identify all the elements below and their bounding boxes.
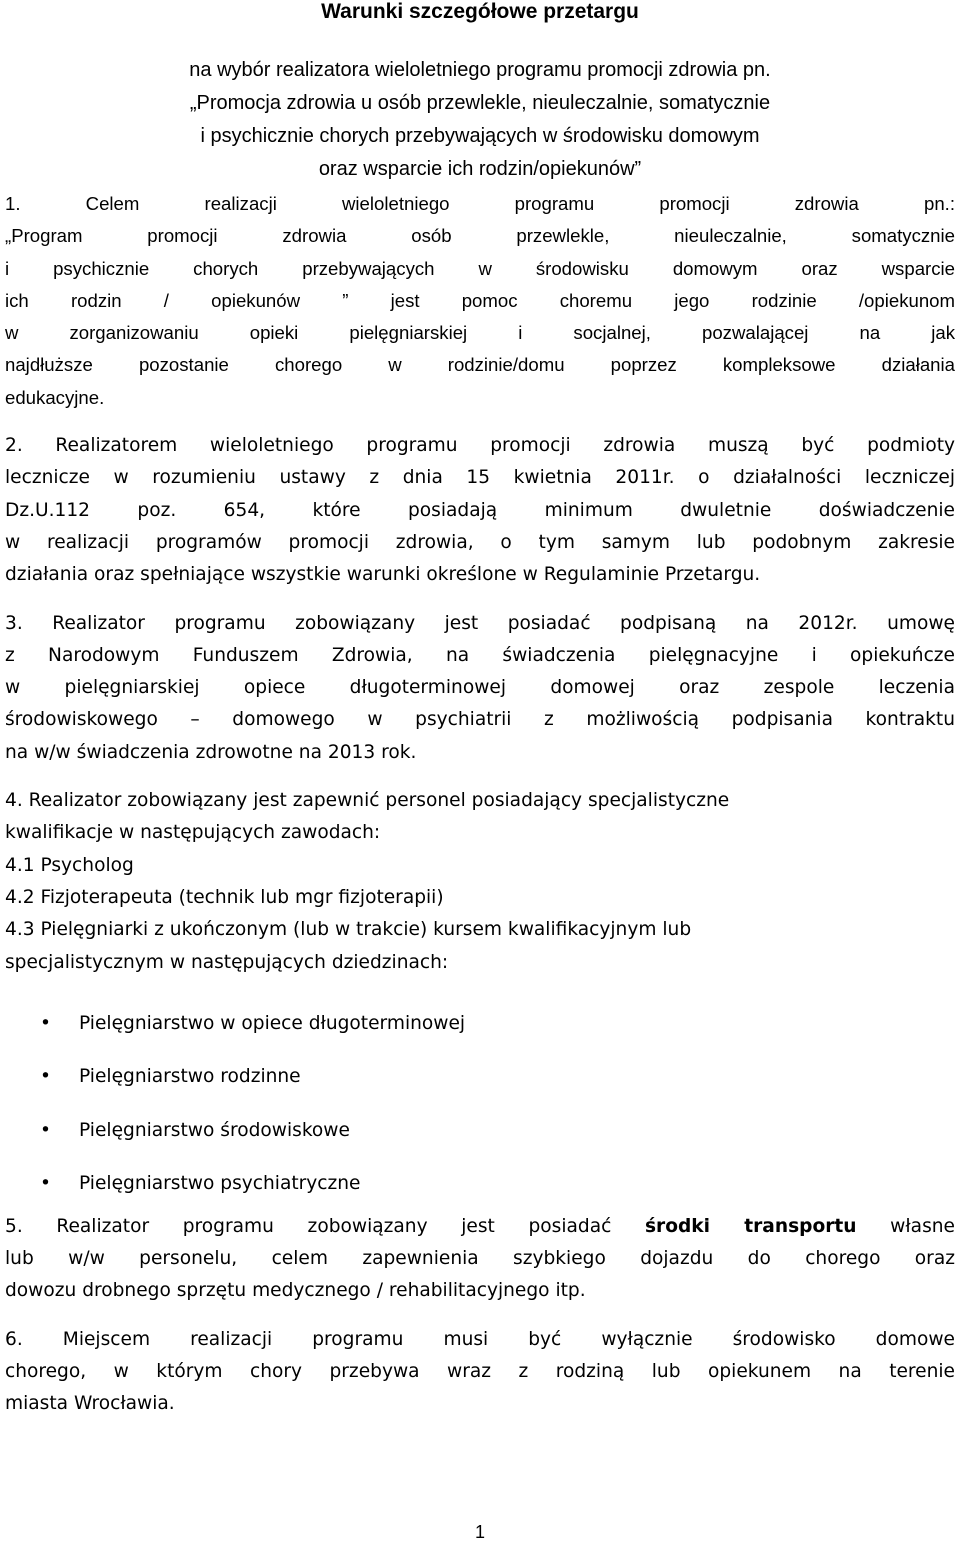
specialization-list	[5, 997, 955, 1211]
section-2-contractor	[5, 430, 955, 591]
list-item-label: Pielęgniarstwo środowiskowe	[79, 1119, 350, 1141]
text-line: z Narodowym Funduszem Zdrowia, na świadczenia pielęgnacyjne i opiekuńcze	[5, 644, 955, 666]
subtitle-line: oraz wsparcie ich rodzin/opiekunów”	[318, 158, 642, 180]
text-line: ich rodzin / opiekunów ” jest pomoc choremu jego rodzinie /opiekunom	[5, 289, 955, 311]
section-6-location	[5, 1324, 955, 1421]
text-line: 4.1 Psycholog	[5, 854, 134, 876]
text-line: 4.2 Fizjoterapeuta (technik lub mgr fizjoterapii)	[5, 886, 444, 908]
subtitle-line: na wybór realizatora wieloletniego programu promocji zdrowia pn.	[189, 59, 771, 81]
emphasis-text: środki transportu	[644, 1215, 857, 1237]
text-line	[5, 1211, 955, 1243]
text-fragment: 5. Realizator programu zobowiązany jest posiadać	[5, 1215, 645, 1237]
text-fragment: własne	[856, 1215, 955, 1237]
text-line: 1. Celem realizacji wieloletniego programu promocji zdrowia pn.:	[5, 193, 955, 214]
document-page	[5, 0, 955, 1421]
section-4-staff	[5, 785, 955, 979]
text-line: środowiskowego – domowego w psychiatrii z możliwością podpisania kontraktu	[5, 709, 955, 731]
text-line: działania oraz spełniające wszystkie warunki określone w Regulaminie Przetargu.	[5, 564, 761, 586]
text-line: i psychicznie chorych przebywających w środowisku domowym oraz wsparcie	[5, 257, 955, 279]
bullet-icon: •	[40, 1012, 51, 1034]
text-line: miasta Wrocławia.	[5, 1393, 175, 1415]
subtitle-line: „Promocja zdrowia u osób przewlekle, nieuleczalnie, somatycznie	[189, 92, 771, 114]
section-1-goal	[5, 188, 955, 414]
text-line: „Program promocji zdrowia osób przewlekle, nieuleczalnie, somatycznie	[5, 225, 955, 247]
section-3-contract	[5, 608, 955, 769]
text-line: Dz.U.112 poz. 654, które posiadają minimum dwuletnie doświadczenie	[5, 499, 955, 521]
text-line: 4.3 Pielęgniarki z ukończonym (lub w trakcie) kursem kwalifikacyjnym lub	[5, 919, 692, 941]
list-item-label: Pielęgniarstwo w opiece długoterminowej	[79, 1012, 466, 1034]
list-item	[5, 997, 955, 1051]
list-item-label: Pielęgniarstwo psychiatryczne	[79, 1173, 361, 1195]
text-line: kwalifikacje w następujących zawodach:	[5, 822, 381, 844]
text-line: chorego, w którym chory przebywa wraz z rodziną lub opiekunem na terenie	[5, 1361, 955, 1383]
text-line: lub w/w personelu, celem zapewnienia szybkiego dojazdu do chorego oraz	[5, 1248, 955, 1270]
text-line: w pielęgniarskiej opiece długoterminowej domowej oraz zespole leczenia	[5, 677, 955, 699]
list-item-label: Pielęgniarstwo rodzinne	[79, 1066, 301, 1088]
text-line: najdłuższe pozostanie chorego w rodzinie/domu poprzez kompleksowe działania	[5, 354, 955, 376]
bullet-icon: •	[40, 1066, 51, 1088]
text-line: 4. Realizator zobowiązany jest zapewnić personel posiadający specjalistyczne	[5, 790, 730, 812]
text-line: 6. Miejscem realizacji programu musi być wyłącznie środowisko domowe	[5, 1328, 955, 1350]
document-title: Warunki szczegółowe przetargu	[321, 0, 639, 23]
page-number: 1	[474, 1522, 485, 1542]
bullet-icon: •	[40, 1119, 51, 1141]
text-line: edukacyjne.	[5, 386, 105, 408]
text-line: na w/w świadczenia zdrowotne na 2013 rok.	[5, 741, 417, 763]
text-line: w zorganizowaniu opieki pielęgniarskiej i socjalnej, pozwalającej na jak	[5, 322, 955, 344]
list-item	[5, 1050, 955, 1104]
section-5-transport	[5, 1211, 955, 1308]
list-item	[5, 1157, 955, 1211]
text-line: 3. Realizator programu zobowiązany jest posiadać podpisaną na 2012r. umowę	[5, 612, 955, 634]
text-line: 2. Realizatorem wieloletniego programu promocji zdrowia muszą być podmioty	[5, 435, 955, 457]
bullet-icon: •	[40, 1173, 51, 1195]
text-line: specjalistycznym w następujących dziedzinach:	[5, 951, 449, 973]
list-item	[5, 1104, 955, 1158]
program-subtitle	[5, 54, 955, 186]
text-line: lecznicze w rozumieniu ustawy z dnia 15 kwietnia 2011r. o działalności leczniczej	[5, 467, 955, 489]
subtitle-line: i psychicznie chorych przebywających w środowisku domowym	[200, 125, 760, 147]
text-line: dowozu drobnego sprzętu medycznego / rehabilitacyjnego itp.	[5, 1280, 586, 1302]
text-line: w realizacji programów promocji zdrowia, o tym samym lub podobnym zakresie	[5, 531, 955, 553]
